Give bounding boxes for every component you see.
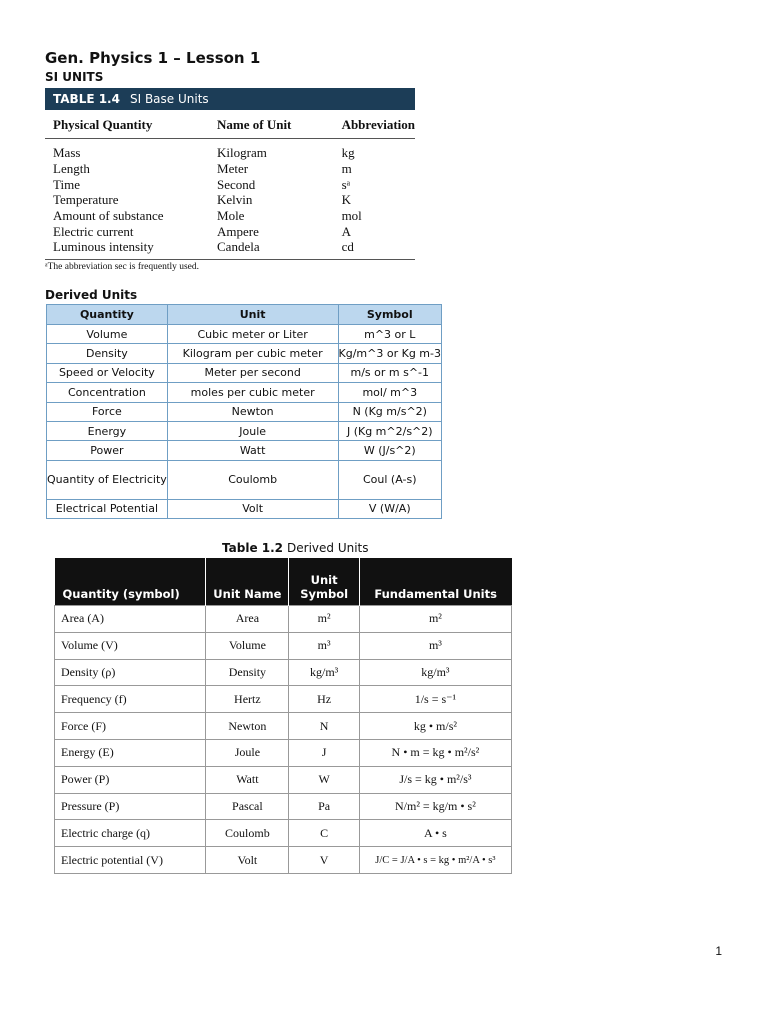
table-cell: Electrical Potential: [47, 499, 168, 518]
table-cell: Volt: [167, 499, 338, 518]
table-cell: J (Kg m^2/s^2): [338, 421, 441, 440]
table-row: [45, 139, 415, 161]
derived-table-caption: [222, 541, 369, 555]
table-cell: Quantity of Electricity: [47, 460, 168, 499]
table-cell: Kilogram: [217, 145, 267, 161]
table-cell: kg: [341, 145, 355, 161]
derived-units-table: [46, 304, 442, 519]
table-row: [45, 223, 415, 239]
table-cell: N: [289, 713, 359, 740]
table-cell: Kilogram per cubic meter: [167, 344, 338, 363]
table-cell: Hz: [289, 686, 359, 713]
column-header: Unit: [167, 305, 338, 325]
table-cell: J: [289, 739, 359, 766]
table-row: [47, 421, 442, 440]
table-row: [45, 161, 415, 177]
table-cell: W (J/s^2): [338, 441, 441, 460]
table-cell: m/s or m s^-1: [338, 363, 441, 382]
table-cell: Energy (E): [55, 739, 206, 766]
table-cell: N (Kg m/s^2): [338, 402, 441, 421]
table-row: [47, 383, 442, 402]
si-base-table-footnote: ᵃThe abbreviation sec is frequently used.: [45, 262, 200, 272]
table-cell: Candela: [209, 239, 334, 259]
si-base-table-title: SI Base Units: [129, 92, 209, 106]
table-cell: Mass: [53, 145, 81, 161]
table-cell: Kg/m^3 or Kg m-3: [338, 344, 441, 363]
table-cell: Newton: [167, 402, 338, 421]
table-cell: Electric charge (q): [55, 820, 206, 847]
table-cell: Cubic meter or Liter: [167, 325, 338, 344]
table-cell: Length: [53, 161, 90, 177]
table-cell: Watt: [167, 441, 338, 460]
table-cell: K: [341, 192, 351, 208]
table-row: [55, 766, 512, 793]
table-row: [45, 239, 415, 259]
table-cell: A: [341, 223, 351, 239]
table-cell: Power (P): [55, 766, 206, 793]
table-cell: Temperature: [53, 192, 119, 208]
table-cell: Newton: [206, 713, 289, 740]
table-cell: Frequency (f): [55, 686, 206, 713]
table-cell: m²: [359, 606, 511, 633]
table-cell: Second: [217, 176, 256, 192]
table-cell: mol: [341, 208, 362, 224]
column-header: Unit Name: [206, 558, 289, 606]
table-cell: kg/m³: [289, 659, 359, 686]
table-cell: Volume: [206, 632, 289, 659]
table-cell: Density (ρ): [55, 659, 206, 686]
table-cell: m²: [289, 606, 359, 633]
table-cell: m: [341, 161, 352, 177]
column-header: Symbol: [338, 305, 441, 325]
table-cell: Pressure (P): [55, 793, 206, 820]
derived-table-title: Derived Units: [287, 541, 369, 555]
table-row: [47, 325, 442, 344]
column-header: Quantity: [47, 305, 168, 325]
table-cell: sᵃ: [341, 176, 351, 192]
table-cell: Volume (V): [55, 632, 206, 659]
table-cell: N/m² = kg/m • s²: [359, 793, 511, 820]
table-cell: Pa: [289, 793, 359, 820]
table-cell: Joule: [206, 739, 289, 766]
table-header-row: [45, 112, 415, 139]
column-header: Name of Unit: [209, 112, 334, 139]
column-header: Unit Symbol: [289, 558, 359, 606]
table-row: [55, 686, 512, 713]
table-cell: Electric potential (V): [55, 847, 206, 874]
column-header: Abbreviation: [334, 112, 415, 139]
table-cell: Hertz: [206, 686, 289, 713]
page-number: 1: [715, 944, 722, 958]
derived-units-fundamental-table: [54, 558, 512, 874]
table-row: [55, 606, 512, 633]
table-cell: Power: [47, 441, 168, 460]
derived-table-label: Table 1.2: [222, 541, 284, 555]
table-cell: Concentration: [47, 383, 168, 402]
table-row: [55, 847, 512, 874]
column-header: Quantity (symbol): [55, 558, 206, 606]
table-cell: Meter per second: [167, 363, 338, 382]
table-row: [55, 713, 512, 740]
table-row: [47, 441, 442, 460]
table-cell: 1/s = s⁻¹: [359, 686, 511, 713]
section-title-si-units: SI UNITS: [45, 70, 104, 84]
table-cell: W: [289, 766, 359, 793]
table-cell: Density: [47, 344, 168, 363]
table-header-row: [55, 558, 512, 606]
table-cell: N • m = kg • m²/s²: [359, 739, 511, 766]
table-cell: C: [289, 820, 359, 847]
table-row: [47, 460, 442, 499]
si-base-table-header: [45, 88, 415, 110]
table-row: [47, 363, 442, 382]
derived-units-heading: Derived Units: [45, 288, 138, 302]
table-cell: A • s: [359, 820, 511, 847]
table-cell: cd: [334, 239, 415, 259]
table-cell: Kelvin: [217, 192, 253, 208]
table-row: [45, 208, 415, 224]
table-cell: Density: [206, 659, 289, 686]
table-cell: Force (F): [55, 713, 206, 740]
table-cell: Time: [53, 176, 80, 192]
column-header: Fundamental Units: [359, 558, 511, 606]
table-cell: Energy: [47, 421, 168, 440]
table-cell: Amount of substance: [53, 208, 164, 224]
table-cell: Coul (A-s): [338, 460, 441, 499]
table-row: [55, 659, 512, 686]
table-cell: Ampere: [217, 223, 259, 239]
si-base-table-label: TABLE 1.4: [53, 92, 120, 106]
table-cell: J/C = J/A • s = kg • m²/A • s³: [359, 847, 511, 874]
si-base-units-table: [45, 112, 415, 260]
column-header: Physical Quantity: [45, 112, 209, 139]
table-row: [45, 176, 415, 192]
table-row: [47, 344, 442, 363]
table-row: [45, 192, 415, 208]
table-row: [47, 499, 442, 518]
table-cell: V: [289, 847, 359, 874]
table-cell: Pascal: [206, 793, 289, 820]
table-cell: m³: [359, 632, 511, 659]
table-cell: Luminous intensity: [45, 239, 209, 259]
table-cell: Area: [206, 606, 289, 633]
table-row: [47, 402, 442, 421]
table-cell: m³: [289, 632, 359, 659]
table-row: [55, 739, 512, 766]
table-row: [55, 793, 512, 820]
table-cell: V (W/A): [338, 499, 441, 518]
table-cell: mol/ m^3: [338, 383, 441, 402]
table-cell: Electric current: [53, 223, 134, 239]
table-cell: J/s = kg • m²/s³: [359, 766, 511, 793]
table-cell: Volume: [47, 325, 168, 344]
table-row: [55, 632, 512, 659]
table-cell: Watt: [206, 766, 289, 793]
table-cell: Mole: [217, 208, 245, 224]
table-cell: Volt: [206, 847, 289, 874]
table-cell: Joule: [167, 421, 338, 440]
table-cell: kg • m/s²: [359, 713, 511, 740]
table-cell: Meter: [217, 161, 249, 177]
table-header-row: [47, 305, 442, 325]
table-cell: kg/m³: [359, 659, 511, 686]
table-row: [55, 820, 512, 847]
table-cell: Speed or Velocity: [47, 363, 168, 382]
document-title: Gen. Physics 1 – Lesson 1: [45, 49, 261, 67]
table-cell: Coulomb: [206, 820, 289, 847]
table-cell: Area (A): [55, 606, 206, 633]
table-cell: m^3 or L: [338, 325, 441, 344]
table-cell: Coulomb: [167, 460, 338, 499]
table-cell: Force: [47, 402, 168, 421]
table-cell: moles per cubic meter: [167, 383, 338, 402]
